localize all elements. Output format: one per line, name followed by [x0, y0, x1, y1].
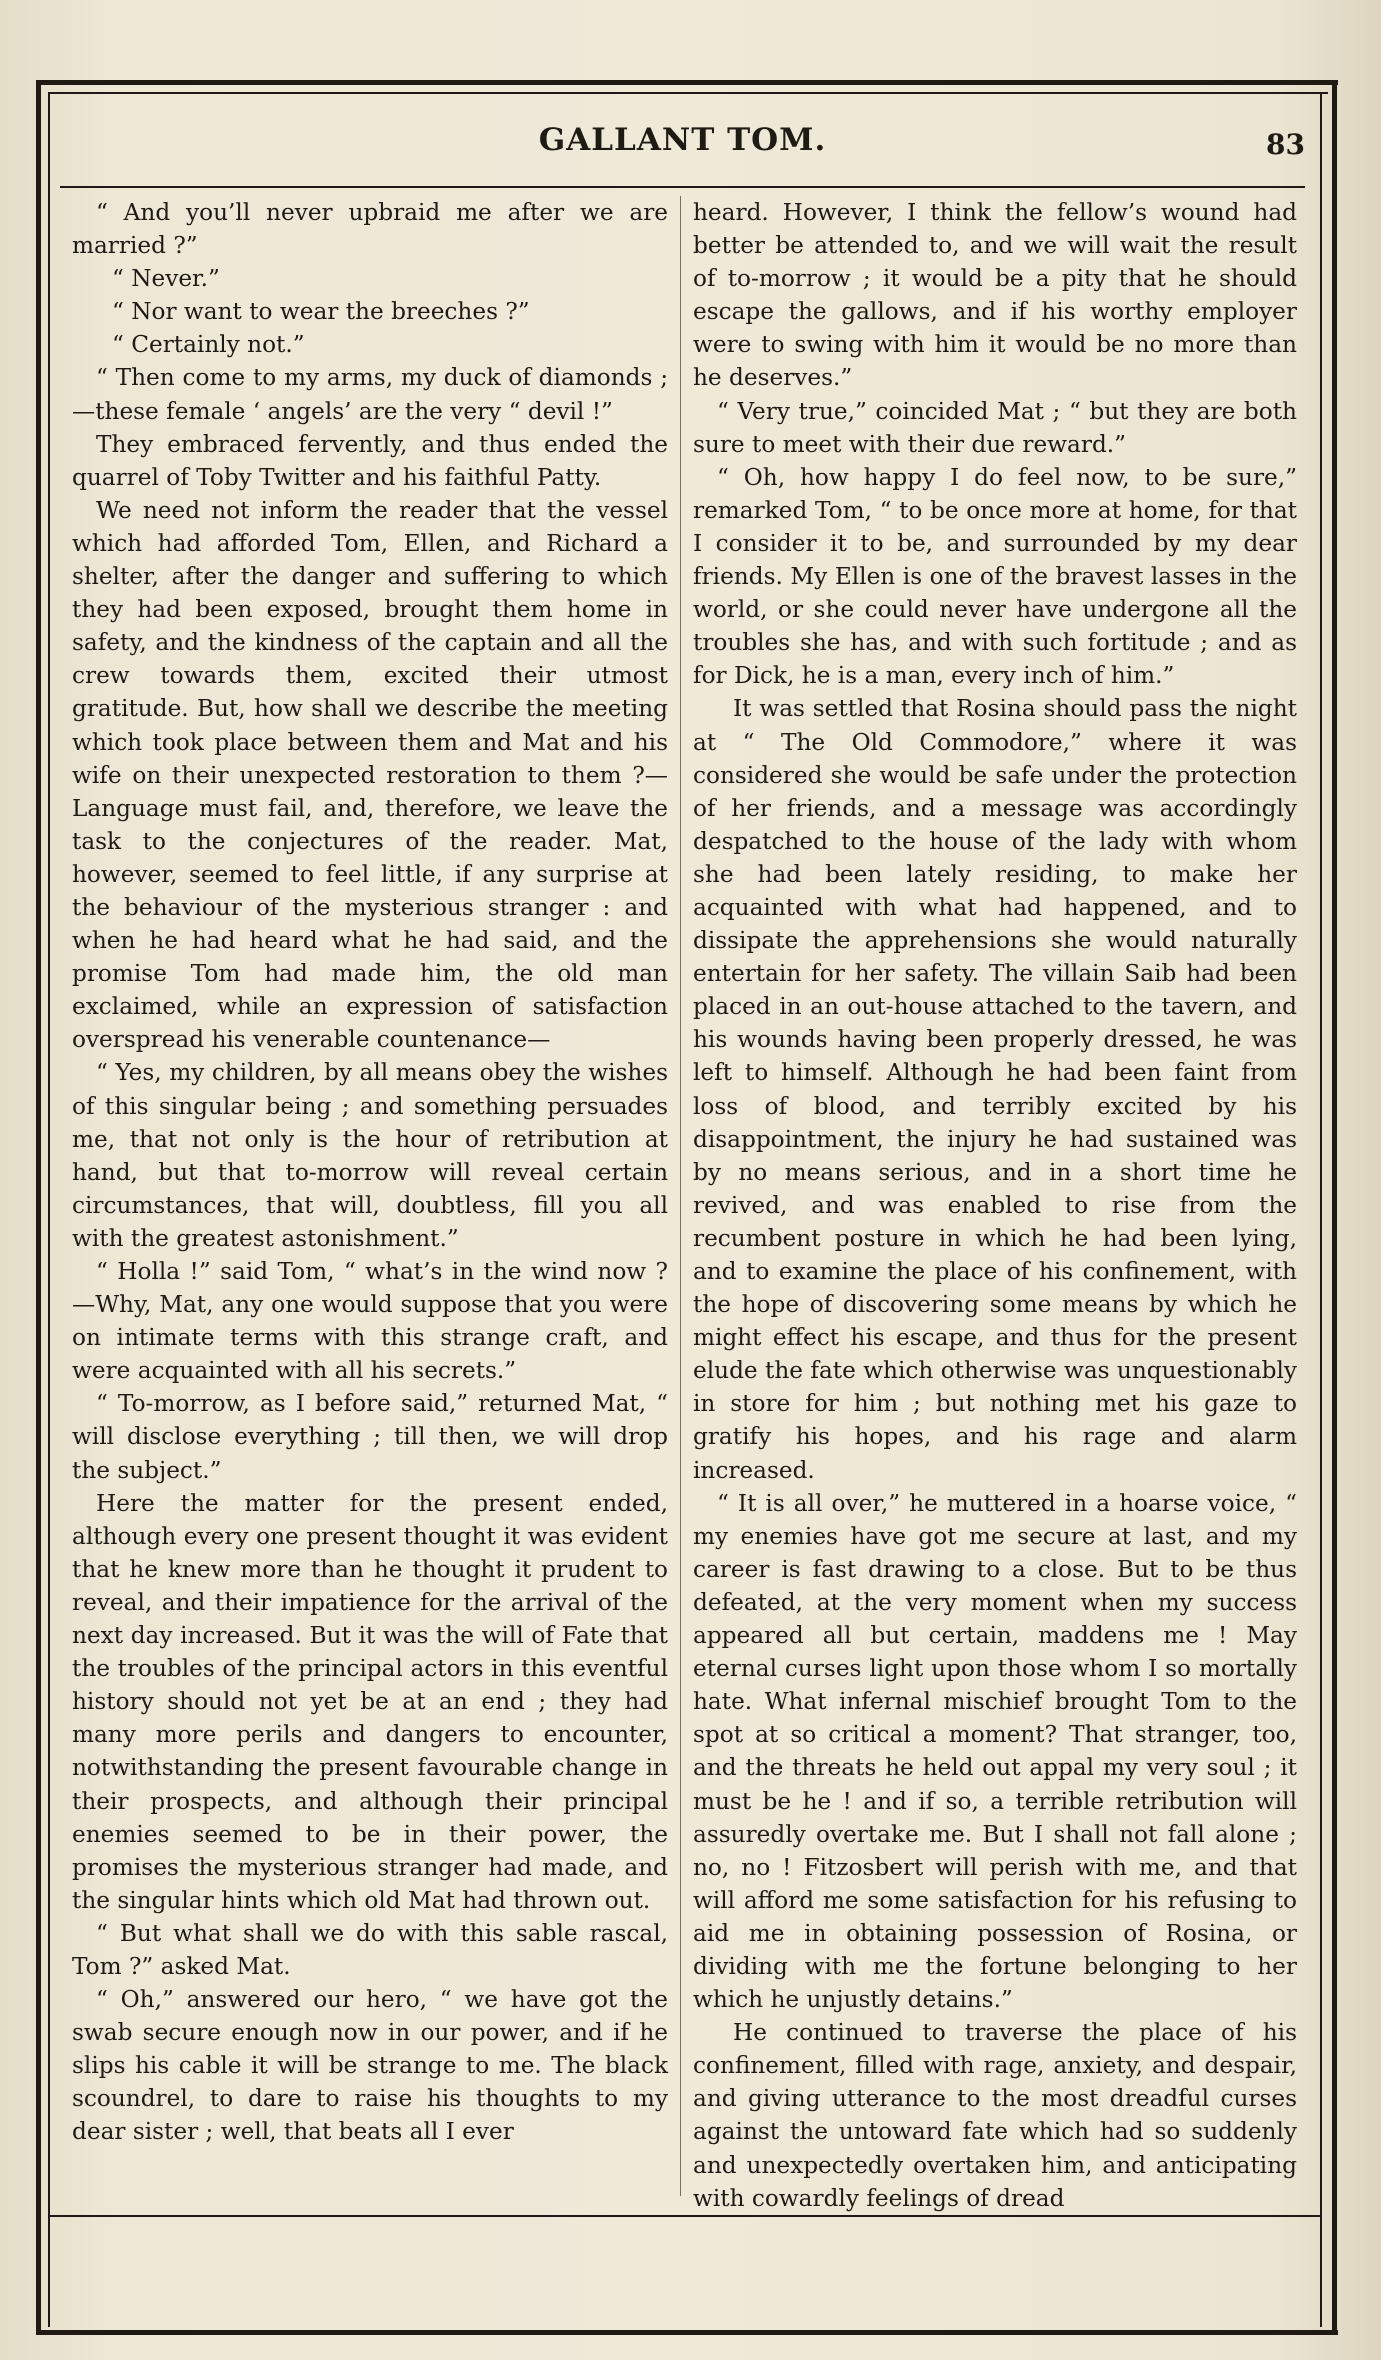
- column-separator: [680, 196, 681, 2196]
- paragraph: “ And you’ll never upbraid me after we are married ?”: [72, 199, 668, 260]
- frame-left-rule-inner: [48, 92, 50, 2327]
- frame-right-rule-inner: [1320, 92, 1322, 2327]
- paragraph: We need not inform the reader that the vessel which had afforded Tom, Ellen, and Richard a shelter, after the danger and suffering to which they had been exposed, brought them home in safety, and the kindness of the captain and all the crew towards them, excited their utmost gratitude. But, how shall we describe the meeting which took place between them and Mat and his wife on their unexpected restoration to them ?—Language must fail, and, therefore, we leave the task to the conjectures of the reader. Mat, however, seemed to feel little, if any surprise at the behaviour of the mysterious stranger : and when he had heard what he had said, and the promise Tom had made him, the old man exclaimed, while an expression of satisfaction overspread his venerable countenance—: [72, 496, 668, 1054]
- paragraph: “ Oh, how happy I do feel now, to be sure,” remarked Tom, “ to be once more at home, for that I consider it to be, and surrounded by my dear friends. My Ellen is one of the bravest lasses in the world, or she could never have undergone all the troubles she has, and with such fortitude ; and as for Dick, he is a man, every inch of him.”: [693, 463, 1297, 690]
- paragraph: “ Very true,” coincided Mat ; “ but they are both sure to meet with their due reward.”: [693, 397, 1297, 458]
- running-header: [60, 122, 1305, 168]
- right-column: [693, 196, 1297, 2212]
- frame-bottom-rule-outer: [36, 2330, 1338, 2335]
- page-number: 83: [1266, 128, 1305, 161]
- paragraph: “ It is all over,” he muttered in a hoarse voice, “ my enemies have got me secure at last, and my career is fast drawing to a close. But to be thus defeated, at the very moment when my success appeared all but certain, maddens me ! May eternal curses light upon those whom I so mortally hate. What infernal mischief brought Tom to the spot at so critical a moment? That stranger, too, and the threats he held out appal my very soul ; it must be he ! and if so, a terrible retribution will assuredly overtake me. But I shall not fall alone ; no, no ! Fitzosbert will perish with me, and that will afford me some satisfaction for his refusing to aid me in obtaining possession of Rosina, or dividing with me the fortune belonging to her which he unjustly detains.”: [693, 1489, 1297, 2014]
- paragraph: “ Oh,” answered our hero, “ we have got the swab secure enough now in our power, and if he slips his cable it will be strange to me. The black scoundrel, to dare to raise his thoughts to my dear sister ; well, that beats all I ever: [72, 1986, 668, 2146]
- paragraph: They embraced fervently, and thus ended the quarrel of Toby Twitter and his faithful Patty.: [72, 430, 668, 491]
- paragraph: heard. However, I think the fellow’s wound had better be attended to, and we will wait the result of to-morrow ; it would be a pity that he should escape the gallows, and if his worthy employer were to swing with him it would be no more than he deserves.”: [693, 199, 1297, 392]
- frame-bottom-rule-inner: [48, 2215, 1322, 2217]
- paragraph: “ Nor want to wear the breeches ?”: [112, 298, 530, 326]
- paragraph: “ Never.”: [112, 265, 220, 293]
- paragraph: It was settled that Rosina should pass the night at “ The Old Commodore,” where it was considered she would be safe under the protection of her friends, and a message was accordingly despatched to the house of the lady with whom she had been lately residing, to make her acquainted with what had happened, and to dissipate the apprehensions she would naturally entertain for her safety. The villain Saib had been placed in an out-house attached to the tavern, and his wounds having been properly dressed, he was left to himself. Although he had been faint from loss of blood, and terribly excited by his disappointment, the injury he had sustained was by no means serious, and in a short time he revived, and was enabled to rise from the recumbent posture in which he had been lying, and to examine the place of his confinement, with the hope of discovering some means by which he might effect his escape, and thus for the present elude the fate which otherwise was unquestionably in store for him ; but nothing met his gaze to gratify his hopes, and his rage and alarm increased.: [693, 695, 1297, 1484]
- paragraph: “ Holla !” said Tom, “ what’s in the wind now ?—Why, Mat, any one would suppose that you were on intimate terms with this strange craft, and were acquainted with all his secrets.”: [72, 1258, 668, 1385]
- paragraph: “ Then come to my arms, my duck of diamonds ;—these female ‘ angels’ are the very “ devil !”: [72, 364, 668, 425]
- paragraph: Here the matter for the present ended, although every one present thought it was evident that he knew more than he thought it prudent to reveal, and their impatience for the arrival of the next day increased. But it was the will of Fate that the troubles of the principal actors in this eventful history should not yet be at an end ; they had many more perils and dangers to encounter, notwithstanding the present favourable change in their prospects, and although their principal enemies seemed to be in their power, the promises the mysterious stranger had made, and the singular hints which old Mat had thrown out.: [72, 1489, 668, 1914]
- paragraph: He continued to traverse the place of his confinement, filled with rage, anxiety, and despair, and giving utterance to the most dreadful curses against the untoward fate which had so suddenly and unexpectedly overtaken him, and anticipating with cowardly feelings of dread: [693, 2019, 1297, 2212]
- frame-top-rule-outer: [36, 80, 1338, 85]
- running-title: GALLANT TOM.: [538, 122, 827, 158]
- header-underline: [60, 186, 1305, 188]
- left-column: [72, 196, 668, 2196]
- paragraph: “ Certainly not.”: [112, 331, 305, 359]
- frame-top-rule-inner: [48, 92, 1328, 94]
- paragraph: “ Yes, my children, by all means obey the wishes of this singular being ; and something persuades me, that not only is the hour of retribution at hand, but that to-morrow will reveal certain circumstances, that will, doubtless, fill you all with the greatest astonishment.”: [72, 1059, 668, 1252]
- paragraph: “ To-morrow, as I before said,” returned Mat, “ will disclose everything ; till then, we will drop the subject.”: [72, 1390, 668, 1484]
- paragraph: “ But what shall we do with this sable rascal, Tom ?” asked Mat.: [72, 1919, 668, 1980]
- frame-right-rule-outer: [1332, 80, 1337, 2335]
- frame-left-rule-outer: [36, 80, 41, 2335]
